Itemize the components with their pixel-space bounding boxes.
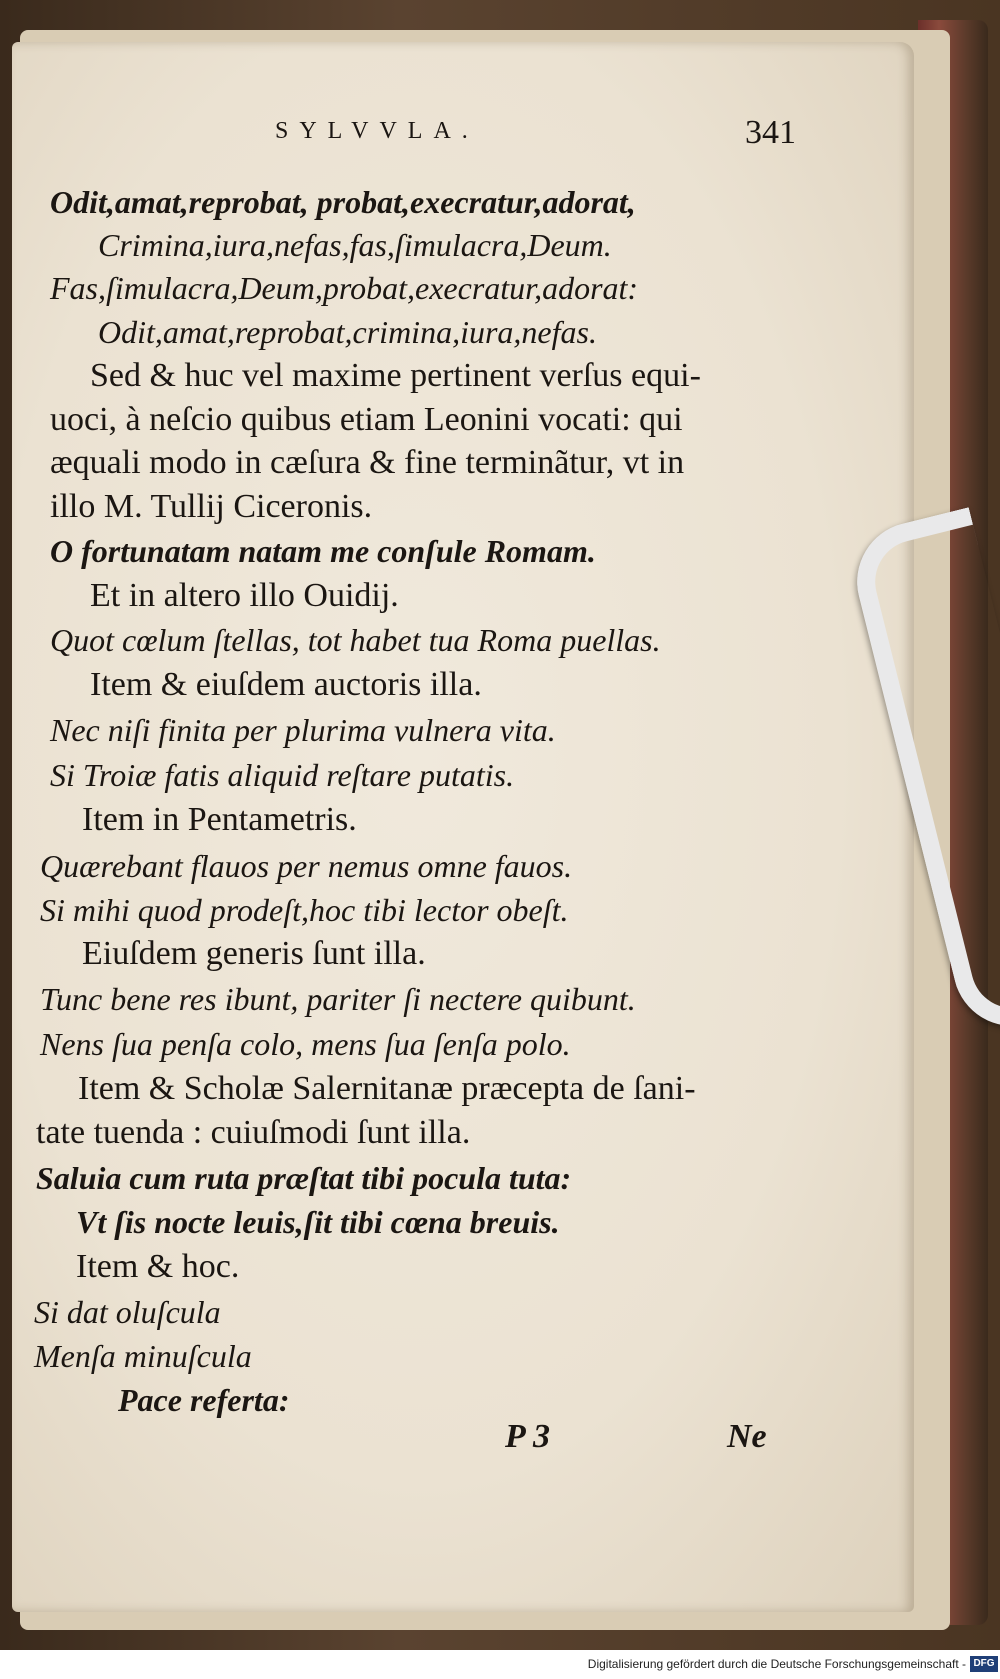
running-head-title: SYLVVLA. [275, 118, 479, 144]
verse-line-3: Fas,ſimulacra,Deum,probat,execratur,adorat: [50, 270, 639, 306]
verse-line-1: Odit,amat,reprobat, probat,execratur,adorat, [50, 184, 636, 220]
verse-line-9: O fortunatam natam me conſule Romam. [50, 533, 596, 569]
verse-line-2: Crimina,iura,nefas,fas,ſimulacra,Deum. [98, 227, 612, 263]
prose-line-6: uoci, à neſcio quibus etiam Leonini vocati: qui [50, 401, 683, 438]
prose-line-25: Item & hoc. [76, 1248, 240, 1285]
signature-mark: P 3 [505, 1418, 551, 1455]
catchword: Ne [727, 1418, 767, 1455]
prose-line-5: Sed & huc vel maxime pertinent verſus equi- [90, 357, 701, 394]
verse-line-27: Menſa minuſcula [34, 1338, 252, 1374]
verse-line-16: Quærebant flauos per nemus omne fauos. [40, 848, 573, 884]
prose-line-7: æquali modo in cæſura & fine terminãtur, vt in [50, 444, 685, 481]
verse-line-20: Nens ſua penſa colo, mens ſua ſenſa polo. [40, 1026, 571, 1062]
prose-line-22: tate tuenda : cuiuſmodi ſunt illa. [36, 1114, 471, 1151]
footer-credit: Digitalisierung gefördert durch die Deutsche Forschungsgemeinschaft - [587, 1657, 966, 1671]
verse-line-19: Tunc bene res ibunt, pariter ſi nectere quibunt. [40, 981, 636, 1017]
verse-line-14: Si Troiæ fatis aliquid reſtare putatis. [50, 757, 515, 793]
prose-line-8: illo M. Tullij Ciceronis. [50, 488, 373, 525]
prose-line-15: Item in Pentametris. [82, 801, 357, 838]
verse-line-28: Pace referta: [118, 1382, 290, 1418]
verse-line-11: Quot cœlum ſtellas, tot habet tua Roma puellas. [50, 622, 661, 658]
prose-line-18: Eiuſdem generis ſunt illa. [82, 935, 426, 972]
verse-line-26: Si dat oluſcula [34, 1294, 221, 1330]
prose-line-21: Item & Scholæ Salernitanæ præcepta de ſani- [78, 1070, 696, 1107]
verse-line-23: Saluia cum ruta præſtat tibi pocula tuta: [36, 1160, 572, 1196]
verse-line-24: Vt ſis nocte leuis,ſit tibi cœna breuis. [76, 1204, 560, 1240]
prose-line-12: Item & eiuſdem auctoris illa. [90, 666, 482, 703]
footer-bar [0, 1652, 1000, 1679]
prose-line-10: Et in altero illo Ouidij. [90, 577, 399, 614]
dfg-logo: DFG [970, 1656, 998, 1672]
page-number: 341 [745, 114, 796, 151]
verse-line-17: Si mihi quod prodeſt,hoc tibi lector obeſt. [40, 892, 569, 928]
verse-line-4: Odit,amat,reprobat,crimina,iura,nefas. [98, 314, 597, 350]
verse-line-13: Nec niſi finita per plurima vulnera vita. [50, 712, 556, 748]
